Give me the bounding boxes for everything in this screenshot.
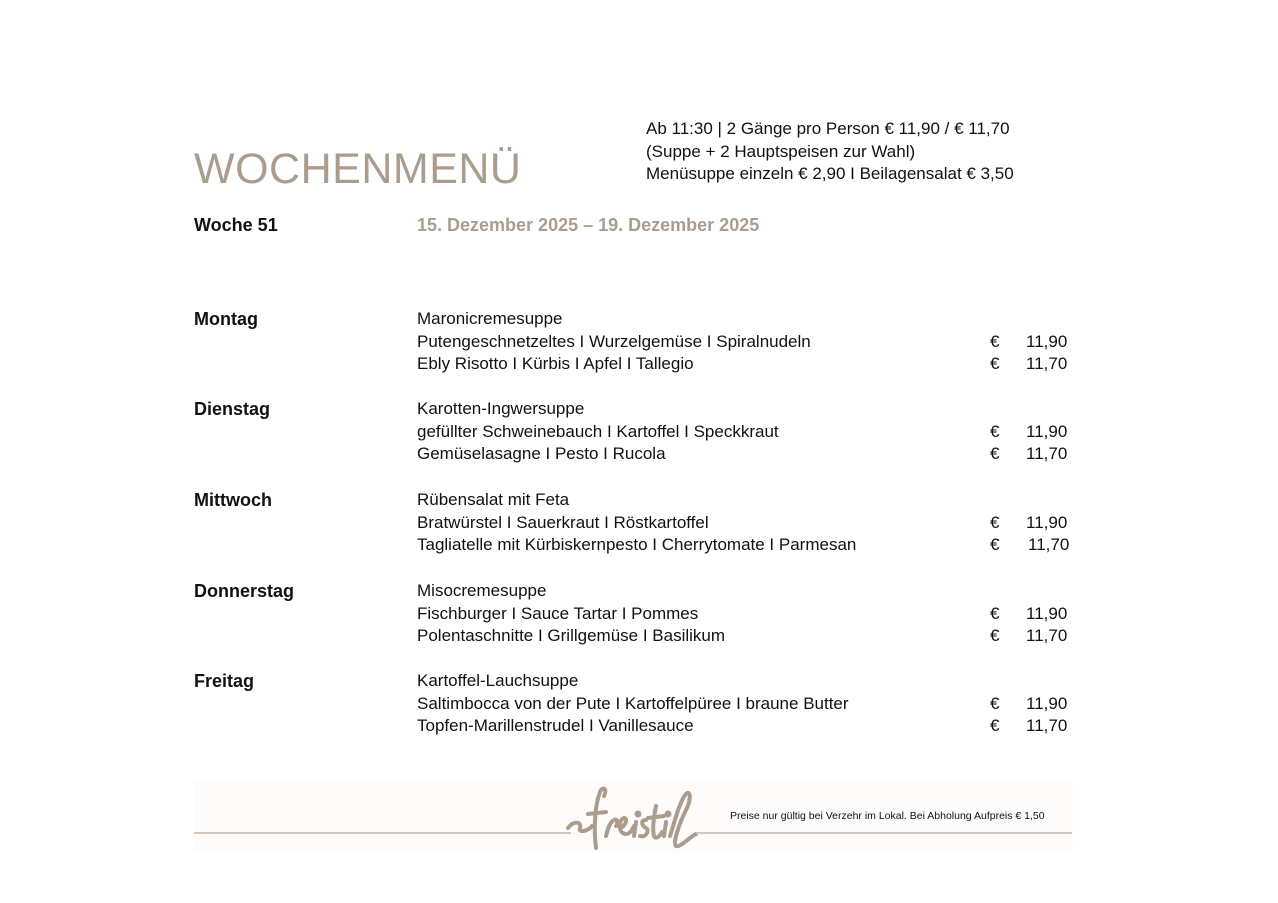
currency-symbol: € (990, 444, 1000, 464)
main-dish: Saltimbocca von der Pute I Kartoffelpüree I braune Butter (417, 693, 849, 713)
day-section-dienstag (0, 398, 1278, 468)
main-dish: Putengeschnetzeltes I Wurzelgemüse I Spiralnudeln (417, 331, 811, 351)
price: 11,90 (1026, 512, 1068, 532)
main-dish: Fischburger I Sauce Tartar I Pommes (417, 603, 699, 623)
price: 11,70 (1026, 716, 1068, 736)
currency-symbol: € (990, 421, 1000, 441)
price: 11,70 (1028, 535, 1070, 555)
currency-symbol: € (990, 716, 1000, 736)
currency-symbol: € (990, 603, 1000, 623)
main-dish: Bratwürstel I Sauerkraut I Röstkartoffel (417, 512, 709, 532)
week-number: Woche 51 (194, 215, 278, 235)
price: 11,90 (1026, 331, 1068, 351)
price: 11,70 (1026, 354, 1068, 374)
main-dish: gefüllter Schweinebauch I Kartoffel I Speckkraut (417, 421, 779, 441)
day-section-mittwoch (0, 489, 1278, 559)
day-name: Dienstag (194, 399, 271, 419)
currency-symbol: € (990, 535, 1000, 555)
week-date-range: 15. Dezember 2025 – 19. Dezember 2025 (417, 215, 760, 235)
main-dish: Gemüselasagne I Pesto I Rucola (417, 444, 666, 464)
day-name: Mittwoch (194, 490, 272, 510)
main-dish: Tagliatelle mit Kürbiskernpesto I Cherrytomate I Parmesan (417, 535, 857, 555)
freistil-logo (566, 784, 698, 852)
price: 11,90 (1026, 421, 1068, 441)
currency-symbol: € (990, 354, 1000, 374)
price: 11,70 (1026, 444, 1068, 464)
main-dish: Topfen-Marillenstrudel I Vanillesauce (417, 716, 694, 736)
main-dish: Ebly Risotto I Kürbis I Apfel I Tallegio (417, 354, 694, 374)
price: 11,90 (1026, 603, 1068, 623)
page-title: WOCHENMENÜ (194, 144, 522, 193)
soup: Misocremesuppe (417, 581, 547, 600)
info-line-extras: Menüsuppe einzeln € 2,90 I Beilagensalat € 3,50 (646, 164, 1014, 183)
day-name: Freitag (194, 671, 255, 691)
day-name: Montag (194, 309, 258, 329)
price: 11,90 (1026, 693, 1068, 713)
soup: Maronicremesuppe (417, 309, 563, 328)
soup: Karotten-Ingwersuppe (417, 399, 585, 418)
day-section-freitag (0, 670, 1278, 740)
pricing-note: Preise nur gültig bei Verzehr im Lokal. Bei Abholung Aufpreis € 1,50 (730, 810, 1045, 822)
footer-rule-right (696, 832, 1072, 834)
day-name: Donnerstag (194, 581, 295, 601)
day-section-montag (0, 308, 1278, 378)
footer-rule-left (194, 832, 571, 834)
freistil-logo-icon (566, 784, 698, 852)
currency-symbol: € (990, 331, 1000, 351)
currency-symbol: € (990, 693, 1000, 713)
main-dish: Polentaschnitte I Grillgemüse I Basilikum (417, 626, 726, 646)
footer (194, 782, 1072, 852)
soup: Kartoffel-Lauchsuppe (417, 671, 579, 690)
day-section-donnerstag (0, 580, 1278, 650)
info-line-choice: (Suppe + 2 Hauptspeisen zur Wahl) (646, 141, 916, 161)
currency-symbol: € (990, 512, 1000, 532)
info-line-time-price: Ab 11:30 | 2 Gänge pro Person € 11,90 / € 11,70 (646, 119, 1010, 138)
soup: Rübensalat mit Feta (417, 490, 570, 509)
currency-symbol: € (990, 626, 1000, 646)
menu-info (646, 118, 1014, 186)
price: 11,70 (1026, 626, 1068, 646)
